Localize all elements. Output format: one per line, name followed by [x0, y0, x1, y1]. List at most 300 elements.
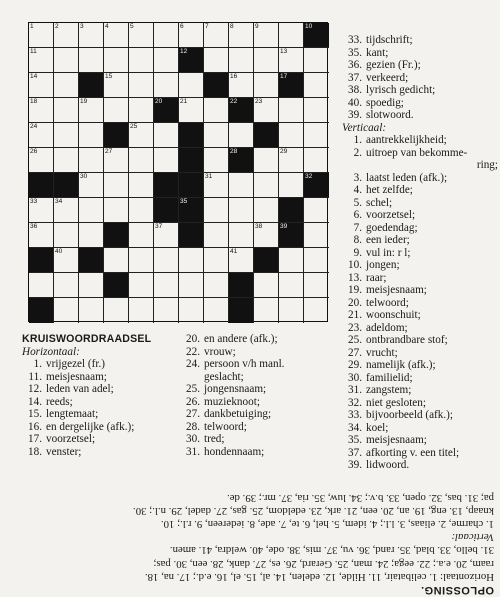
- clue-item: [180, 446, 340, 459]
- clue-number: 5: [130, 23, 134, 30]
- grid-cell[interactable]: [154, 298, 179, 323]
- clue-item: [342, 384, 498, 397]
- clue-item: [342, 372, 498, 385]
- clue-item: [342, 34, 498, 47]
- grid-cell[interactable]: [204, 98, 229, 123]
- solution-block: [6, 490, 494, 596]
- grid-cell-black: [304, 173, 329, 198]
- grid-cell[interactable]: [129, 123, 154, 148]
- grid-cell[interactable]: [204, 173, 229, 198]
- clue-item-text: tijdschrift;: [366, 34, 413, 46]
- grid-cell[interactable]: [304, 273, 329, 298]
- grid-cell-black: [229, 98, 254, 123]
- clue-item: [342, 47, 498, 60]
- clue-number: 30: [80, 173, 88, 180]
- clue-item-number: 16.: [28, 420, 42, 433]
- grid-cell[interactable]: [54, 223, 79, 248]
- grid-cell[interactable]: [254, 198, 279, 223]
- grid-cell-black: [254, 123, 279, 148]
- clue-item-text: niet gesloten;: [366, 396, 426, 409]
- clue-item-text: een ieder;: [366, 234, 410, 246]
- clue-item-text: het zelfde;: [366, 184, 413, 196]
- grid-cell[interactable]: [279, 248, 304, 273]
- clue-item-text: meisjesnaam;: [366, 434, 427, 446]
- clue-item-text: ring;: [476, 159, 498, 171]
- grid-cell[interactable]: [129, 48, 154, 73]
- clue-item-number: 6.: [353, 209, 362, 221]
- clue-number: 23: [255, 98, 263, 105]
- grid-cell[interactable]: [179, 98, 204, 123]
- clue-item: [342, 247, 498, 260]
- clue-item: [180, 421, 340, 434]
- grid-cell[interactable]: [104, 173, 129, 198]
- grid-cell[interactable]: [104, 198, 129, 223]
- grid-cell[interactable]: [54, 48, 79, 73]
- grid-cell-black: [179, 223, 204, 248]
- grid-cell-black: [104, 123, 129, 148]
- crossword-grid: [28, 22, 328, 322]
- clue-item: [22, 371, 172, 384]
- clue-item-text: voorzetsel;: [366, 209, 416, 221]
- grid-cell[interactable]: [254, 298, 279, 323]
- clue-item-text: adeldom;: [366, 321, 408, 334]
- horizontaal-heading: Horizontaal:: [22, 345, 80, 358]
- clue-item: [342, 72, 498, 85]
- grid-cell[interactable]: [304, 48, 329, 73]
- grid-cell-black: [229, 148, 254, 173]
- grid-cell[interactable]: [54, 23, 79, 48]
- grid-cell[interactable]: [204, 273, 229, 298]
- grid-cell[interactable]: [54, 298, 79, 323]
- clue-item-number: 15.: [28, 408, 42, 420]
- clue-number: 25: [130, 123, 138, 130]
- clue-number: 12: [180, 48, 188, 55]
- clue-item: [342, 272, 498, 285]
- grid-cell[interactable]: [129, 73, 154, 98]
- grid-cell[interactable]: [29, 273, 54, 298]
- clue-item-number: 1.: [33, 358, 42, 370]
- grid-cell[interactable]: [304, 198, 329, 223]
- clue-item-text: lyrisch gedicht;: [366, 84, 436, 96]
- grid-cell-black: [279, 223, 304, 248]
- clue-item: [180, 371, 340, 384]
- grid-cell[interactable]: [54, 98, 79, 123]
- grid-cell[interactable]: [254, 48, 279, 73]
- clue-item-text: slotwoord.: [366, 109, 414, 121]
- grid-cell[interactable]: [254, 223, 279, 248]
- clue-item-text: vul in: r l;: [366, 246, 411, 259]
- grid-cell[interactable]: [29, 73, 54, 98]
- grid-cell[interactable]: [129, 248, 154, 273]
- grid-cell[interactable]: [54, 198, 79, 223]
- clue-item: [342, 209, 498, 222]
- grid-cell[interactable]: [304, 298, 329, 323]
- clue-item-number: 4.: [353, 184, 362, 196]
- solution-title: OPLOSSING.: [420, 584, 494, 596]
- grid-cell[interactable]: [229, 48, 254, 73]
- grid-cell[interactable]: [229, 198, 254, 223]
- grid-cell[interactable]: [104, 248, 129, 273]
- clue-item-text: meisjesnaam;: [46, 370, 107, 383]
- clue-item-text: hondennaam;: [204, 445, 265, 458]
- clue-item-number: 18.: [28, 445, 42, 458]
- solution-line: knaap, 13. eng, 19. an, 20. een, 21. ark, 23. edeldom, 25. gas, 27. dadel, 29. n.l.; 30.: [132, 504, 494, 517]
- grid-cell[interactable]: [154, 123, 179, 148]
- grid-cell[interactable]: [129, 223, 154, 248]
- clue-item: [342, 234, 498, 247]
- clue-item: [180, 433, 340, 446]
- clue-number: 34: [55, 198, 63, 205]
- grid-cell[interactable]: [279, 123, 304, 148]
- clue-item: [342, 297, 498, 310]
- grid-cell-black: [154, 173, 179, 198]
- grid-cell[interactable]: [104, 23, 129, 48]
- grid-cell[interactable]: [79, 223, 104, 248]
- clue-item: [342, 97, 498, 110]
- clue-item-text: namelijk (afk.);: [366, 359, 436, 371]
- grid-cell[interactable]: [129, 298, 154, 323]
- grid-cell[interactable]: [179, 23, 204, 48]
- grid-cell[interactable]: [54, 123, 79, 148]
- grid-cell[interactable]: [79, 148, 104, 173]
- grid-cell-black: [179, 123, 204, 148]
- clue-item-text: kant;: [366, 46, 389, 59]
- clue-number: 13: [280, 48, 288, 55]
- clue-item: [342, 359, 498, 372]
- clue-item-number: 29.: [348, 359, 362, 371]
- clue-item-text: gezien (Fr.);: [366, 59, 421, 71]
- clue-item-text: familielid;: [366, 371, 413, 384]
- grid-cell[interactable]: [104, 48, 129, 73]
- grid-cell[interactable]: [79, 298, 104, 323]
- clues-middle-column: [180, 333, 340, 458]
- clue-number: 21: [180, 98, 188, 105]
- grid-cell[interactable]: [279, 148, 304, 173]
- solution-line: 31. bello, 33. blad, 35. rand, 36. vu, 37. mis, 38. ode, 40. weldra, 41. amen.: [169, 544, 494, 557]
- clue-number: 2: [55, 23, 59, 30]
- grid-cell[interactable]: [279, 98, 304, 123]
- grid-cell[interactable]: [204, 23, 229, 48]
- clue-number: 40: [55, 248, 63, 255]
- clue-number: 35: [180, 198, 188, 205]
- clue-item-number: 10.: [348, 259, 362, 271]
- grid-cell-black: [279, 73, 304, 98]
- grid-cell[interactable]: [54, 73, 79, 98]
- clue-item-number: 19.: [348, 284, 362, 296]
- clue-item-text: geslacht;: [204, 370, 244, 383]
- clue-item: [180, 408, 340, 421]
- grid-cell-black: [304, 23, 329, 48]
- grid-cell[interactable]: [204, 248, 229, 273]
- grid-cell[interactable]: [129, 273, 154, 298]
- clue-item: [342, 284, 498, 297]
- clue-item-text: schel;: [366, 196, 393, 209]
- clue-item-number: 12.: [28, 383, 42, 395]
- grid-cell-black: [154, 198, 179, 223]
- grid-cell[interactable]: [254, 73, 279, 98]
- puzzle-title: KRUISWOORDRAADSEL: [22, 333, 152, 345]
- grid-cell[interactable]: [154, 223, 179, 248]
- grid-cell[interactable]: [79, 23, 104, 48]
- clue-number: 29: [280, 148, 288, 155]
- clue-number: 31: [205, 173, 213, 180]
- grid-cell-black: [179, 48, 204, 73]
- clue-number: 3: [80, 23, 84, 30]
- clue-item: [22, 433, 172, 446]
- grid-cell-black: [279, 198, 304, 223]
- clue-number: 15: [105, 73, 113, 80]
- grid-cell[interactable]: [254, 273, 279, 298]
- grid-cell[interactable]: [29, 23, 54, 48]
- grid-cell[interactable]: [79, 48, 104, 73]
- clue-item-number: 24.: [186, 358, 200, 370]
- grid-cell[interactable]: [254, 148, 279, 173]
- clue-item-number: 35.: [348, 434, 362, 446]
- grid-cell[interactable]: [104, 148, 129, 173]
- grid-cell-black: [54, 173, 79, 198]
- clue-item-number: 21.: [348, 309, 362, 321]
- clue-item-number: 3.: [353, 171, 362, 184]
- clue-item-number: 14.: [28, 395, 42, 408]
- clue-item-number: 35.: [348, 46, 362, 59]
- solution-line: Verticaal:: [451, 531, 494, 544]
- grid-cell[interactable]: [254, 98, 279, 123]
- grid-cell[interactable]: [79, 273, 104, 298]
- clue-item-text: jongensnaam;: [204, 383, 267, 395]
- grid-cell[interactable]: [154, 73, 179, 98]
- grid-cell[interactable]: [304, 98, 329, 123]
- grid-cell[interactable]: [129, 98, 154, 123]
- grid-cell[interactable]: [179, 73, 204, 98]
- clue-item-number: 37.: [348, 446, 362, 459]
- grid-cell[interactable]: [29, 98, 54, 123]
- clue-item-text: en andere (afk.);: [204, 333, 278, 345]
- clue-number: 4: [105, 23, 109, 30]
- grid-cell-black: [179, 198, 204, 223]
- clue-item-text: persoon v/h manl.: [204, 358, 285, 370]
- clue-number: 39: [280, 223, 288, 230]
- clue-item-number: 23.: [348, 321, 362, 334]
- clue-item: [342, 447, 498, 460]
- grid-cell[interactable]: [79, 98, 104, 123]
- clue-item-number: 9.: [353, 246, 362, 259]
- clue-item-number: 40.: [348, 96, 362, 109]
- clue-item-text: raar;: [366, 271, 387, 284]
- clue-item-number: 11.: [28, 370, 42, 383]
- grid-cell-black: [29, 173, 54, 198]
- clue-number: 19: [80, 98, 88, 105]
- clue-item-number: 5.: [353, 196, 362, 209]
- clue-item-number: 20.: [348, 296, 362, 309]
- clue-item-text: laatst leden (afk.);: [366, 171, 448, 184]
- clue-item: [342, 347, 498, 360]
- grid-cell[interactable]: [304, 223, 329, 248]
- clue-item-number: 38.: [348, 84, 362, 96]
- clue-item-text: lengtemaat;: [46, 408, 99, 420]
- clue-item-text: jongen;: [366, 259, 400, 271]
- clue-number: 32: [305, 173, 313, 180]
- clue-item-text: muzieknoot;: [204, 395, 260, 408]
- grid-cell[interactable]: [179, 248, 204, 273]
- clue-item: [342, 109, 498, 122]
- verticaal-heading: Verticaal:: [342, 121, 387, 134]
- grid-cell[interactable]: [204, 223, 229, 248]
- grid-cell-black: [254, 248, 279, 273]
- grid-cell-black: [29, 298, 54, 323]
- clue-item: [22, 383, 172, 396]
- solution-line: raam, 20. e.a.; 22. eega; 24. man, 25. Gerard, 26. es, 27. dank, 28. een, 30. pas;: [153, 557, 494, 570]
- grid-cell[interactable]: [304, 73, 329, 98]
- grid-cell[interactable]: [154, 48, 179, 73]
- grid-cell[interactable]: [79, 123, 104, 148]
- clue-item-number: 1.: [353, 134, 362, 146]
- clue-number: 10: [305, 23, 313, 30]
- grid-cell[interactable]: [104, 73, 129, 98]
- clue-item-number: 30.: [186, 433, 200, 445]
- grid-cell[interactable]: [304, 148, 329, 173]
- clue-number: 26: [30, 148, 38, 155]
- grid-cell[interactable]: [279, 273, 304, 298]
- clue-item-text: ontbrandbare stof;: [366, 334, 448, 346]
- clue-item-number: 33.: [348, 409, 362, 421]
- grid-cell[interactable]: [29, 198, 54, 223]
- clue-item-number: 25.: [348, 334, 362, 346]
- grid-cell[interactable]: [229, 123, 254, 148]
- clue-item-text: vrouw;: [204, 345, 236, 358]
- clue-item-text: venster;: [46, 445, 82, 458]
- clue-number: 8: [230, 23, 234, 30]
- clue-number: 20: [155, 98, 163, 105]
- grid-cell[interactable]: [154, 248, 179, 273]
- grid-cell[interactable]: [154, 148, 179, 173]
- grid-cell[interactable]: [229, 23, 254, 48]
- clue-item-number: 25.: [186, 383, 200, 395]
- grid-cell[interactable]: [179, 298, 204, 323]
- clue-item-text: leden van adel;: [46, 383, 114, 395]
- grid-cell[interactable]: [129, 173, 154, 198]
- clue-number: 38: [255, 223, 263, 230]
- grid-cell[interactable]: [54, 248, 79, 273]
- grid-cell[interactable]: [204, 148, 229, 173]
- grid-cell[interactable]: [229, 173, 254, 198]
- grid-cell[interactable]: [179, 273, 204, 298]
- grid-cell[interactable]: [279, 48, 304, 73]
- grid-cell-black: [229, 298, 254, 323]
- grid-cell[interactable]: [129, 148, 154, 173]
- grid-cell[interactable]: [229, 223, 254, 248]
- grid-cell-black: [104, 223, 129, 248]
- clue-item-number: 31.: [348, 384, 362, 396]
- clue-item-text: zangstem;: [366, 384, 412, 396]
- clue-item: [180, 396, 340, 409]
- grid-cell[interactable]: [29, 223, 54, 248]
- clue-number: 24: [30, 123, 38, 130]
- clue-item-text: telwoord;: [204, 420, 247, 433]
- grid-cell[interactable]: [79, 173, 104, 198]
- grid-cell[interactable]: [204, 123, 229, 148]
- grid-cell[interactable]: [254, 173, 279, 198]
- grid-cell[interactable]: [29, 48, 54, 73]
- grid-cell-black: [104, 273, 129, 298]
- grid-cell[interactable]: [54, 148, 79, 173]
- clue-item-number: 34.: [348, 421, 362, 434]
- grid-cell[interactable]: [129, 198, 154, 223]
- clue-item: [342, 84, 498, 97]
- grid-cell[interactable]: [229, 248, 254, 273]
- grid-cell[interactable]: [279, 23, 304, 48]
- clue-item-number: 39.: [348, 459, 362, 471]
- clue-item-number: 13.: [348, 271, 362, 284]
- clue-item-text: uitroep van bekomme-: [366, 146, 468, 159]
- clue-item-text: koel;: [366, 421, 389, 434]
- grid-cell[interactable]: [279, 298, 304, 323]
- grid-cell[interactable]: [29, 148, 54, 173]
- clue-item: [342, 309, 498, 322]
- clue-item-text: telwoord;: [366, 296, 409, 309]
- clue-item-number: 32.: [348, 396, 362, 409]
- clue-item-number: 28.: [186, 420, 200, 433]
- clue-item-text: tred;: [204, 433, 225, 445]
- grid-cell[interactable]: [129, 23, 154, 48]
- grid-cell[interactable]: [204, 198, 229, 223]
- clue-item-text: reeds;: [46, 395, 73, 408]
- grid-cell[interactable]: [254, 23, 279, 48]
- grid-cell[interactable]: [79, 198, 104, 223]
- clue-item: [342, 334, 498, 347]
- clue-item: [22, 358, 172, 371]
- grid-cell[interactable]: [229, 73, 254, 98]
- clue-item-number: 2.: [353, 146, 362, 159]
- grid-cell[interactable]: [204, 48, 229, 73]
- grid-cell[interactable]: [304, 123, 329, 148]
- clue-item-number: 37.: [348, 71, 362, 84]
- clue-item-number: 31.: [186, 445, 200, 458]
- clue-item-text: aantrekkelijkheid;: [366, 134, 447, 146]
- grid-cell[interactable]: [304, 248, 329, 273]
- solution-line: 1. charme, 2. eliaas, 3. l.l.; 4. idem, 5. hel, 6. te, 7. ade, 8. iedereen, 9. r.l.; 10.: [160, 517, 494, 530]
- clue-item-number: 33.: [348, 34, 362, 46]
- grid-cell-black: [29, 248, 54, 273]
- clue-item: [342, 322, 498, 335]
- grid-cell[interactable]: [154, 273, 179, 298]
- clue-item: [22, 446, 172, 459]
- grid-cell[interactable]: [104, 298, 129, 323]
- clue-number: 16: [230, 73, 238, 80]
- clue-item-number: 36.: [348, 59, 362, 71]
- grid-cell[interactable]: [154, 23, 179, 48]
- grid-cell[interactable]: [29, 123, 54, 148]
- clues-left-column: [22, 333, 172, 458]
- clue-number: 17: [280, 73, 288, 80]
- clue-item-text: spoedig;: [366, 96, 404, 109]
- clue-item-number: 22.: [186, 345, 200, 358]
- grid-cell-black: [179, 173, 204, 198]
- grid-cell[interactable]: [279, 173, 304, 198]
- clue-number: 41: [230, 248, 238, 255]
- clue-number: 33: [30, 198, 38, 205]
- grid-cell[interactable]: [204, 298, 229, 323]
- grid-cell-black: [229, 273, 254, 298]
- grid-cell[interactable]: [104, 98, 129, 123]
- clue-number: 1: [30, 23, 34, 30]
- clue-number: 9: [255, 23, 259, 30]
- clue-item: [342, 184, 498, 197]
- grid-cell[interactable]: [54, 273, 79, 298]
- clue-item: [342, 197, 498, 210]
- clue-number: 6: [180, 23, 184, 30]
- clue-item: [342, 147, 498, 160]
- clue-item: [22, 421, 172, 434]
